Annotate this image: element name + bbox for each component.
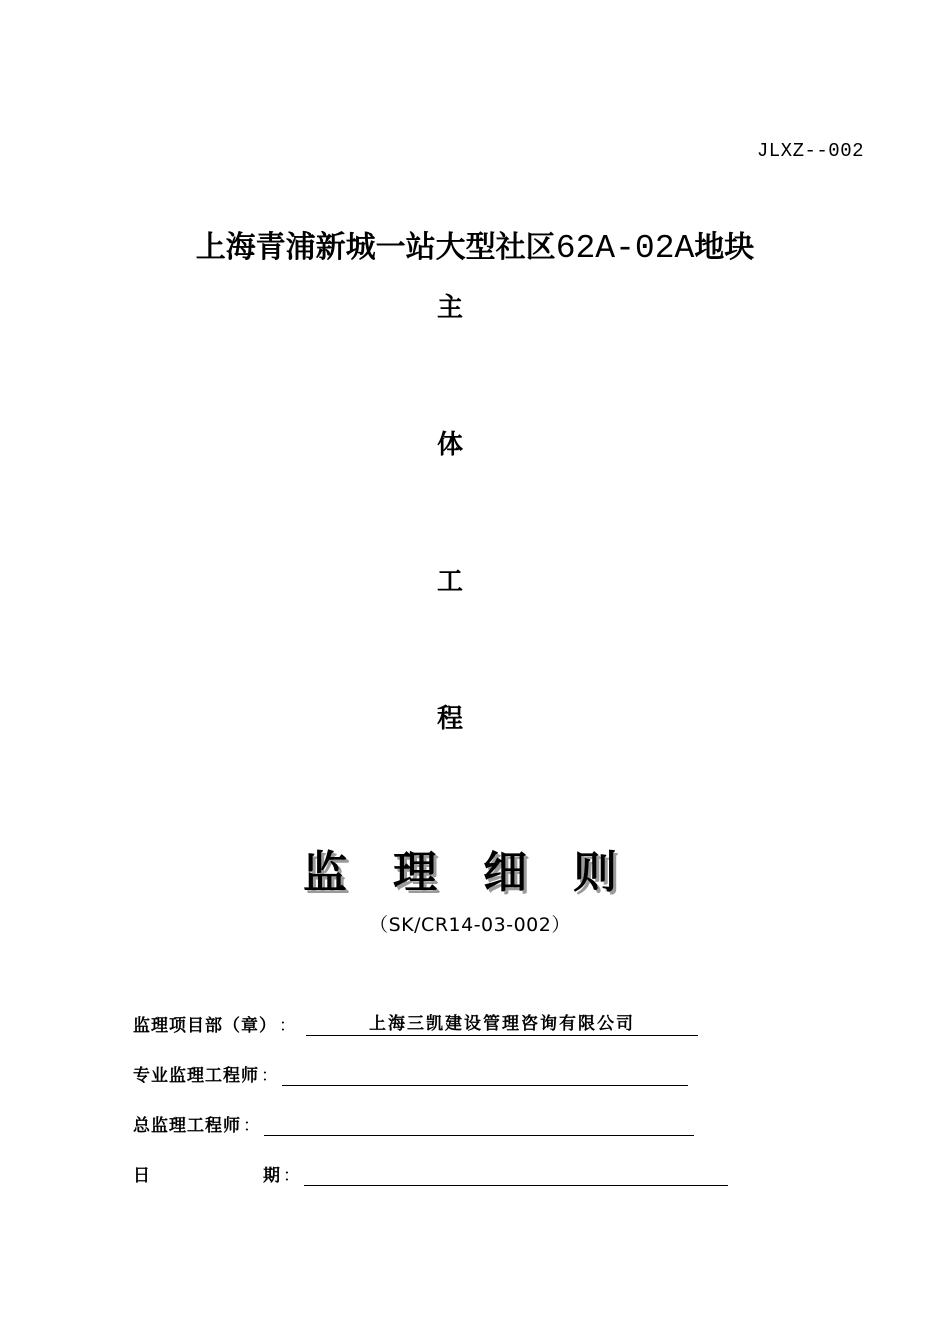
vertical-title-char: 程: [436, 704, 463, 734]
project-title-suffix: 地块: [694, 230, 755, 265]
project-title-code: 62A-02A: [555, 230, 695, 267]
date-colon: ：: [283, 1166, 300, 1186]
project-dept-label: 监理项目部（章）: [133, 1016, 277, 1036]
chief-engineer-colon: ：: [243, 1116, 260, 1136]
vertical-title-char: 主: [436, 293, 463, 323]
main-title: 监理细则: [303, 847, 663, 898]
chief-engineer-field: [133, 1108, 694, 1136]
project-title-prefix: 上海青浦新城一站大型社区: [195, 230, 556, 265]
specialty-engineer-field: [133, 1058, 688, 1086]
project-title: [0, 222, 950, 267]
chief-engineer-signature-line[interactable]: [264, 1108, 694, 1136]
project-dept-value[interactable]: 上海三凯建设管理咨询有限公司: [306, 1008, 698, 1036]
vertical-title-char: 工: [436, 567, 463, 597]
document-code: JLXZ--002: [756, 140, 864, 162]
document-number: （SK/CR14-03-002）: [369, 914, 571, 936]
specialty-engineer-label: 专业监理工程师: [133, 1066, 259, 1086]
date-label-period: 期: [263, 1166, 281, 1186]
specialty-engineer-signature-line[interactable]: [282, 1058, 688, 1086]
date-label-day: 日: [133, 1166, 151, 1186]
specialty-engineer-colon: ：: [261, 1066, 278, 1086]
date-field: [133, 1158, 728, 1186]
chief-engineer-label: 总监理工程师: [133, 1116, 241, 1136]
date-line[interactable]: [304, 1158, 728, 1186]
project-dept-field: [133, 1008, 698, 1036]
project-dept-colon: ：: [279, 1016, 296, 1036]
vertical-title-char: 体: [436, 430, 463, 460]
